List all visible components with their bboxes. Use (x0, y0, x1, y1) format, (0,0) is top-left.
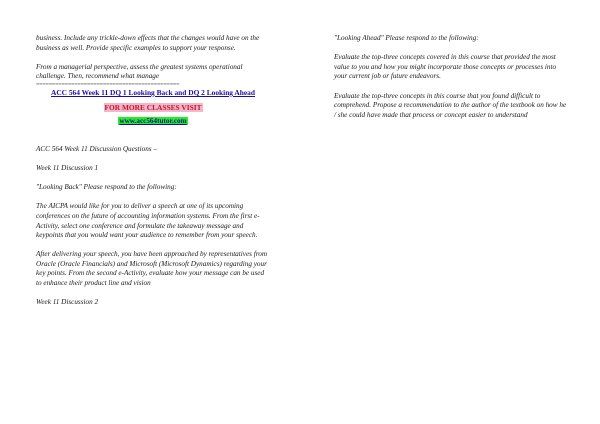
promo-text: FOR MORE CLASSES VISIT (104, 102, 202, 112)
after-speech-paragraph: After delivering your speech, you have been approached by representatives from Oracle (Oracle Financials) and Microsoft (Microsoft Dynamics) regarding your key points. From the second e-Activity, evaluate how your message can be used to enhance their product line and vision (36, 250, 268, 288)
difficult-paragraph: Evaluate the top-three concepts in this course that you found difficult to comprehend. Propose a recommendation to the author of the textbook on how he / she could have made that process or concept easier to understand (334, 91, 567, 119)
site-link[interactable]: www.acc564tutor.com (119, 117, 187, 126)
site-block (36, 117, 270, 127)
spacer (36, 127, 270, 145)
discussion-1-heading: Week 11 Discussion 1 (36, 163, 99, 172)
looking-ahead-prompt: "Looking Ahead" Please respond to the following: (334, 34, 479, 42)
discussion-2-heading: Week 11 Discussion 2 (36, 298, 99, 307)
looking-back-prompt: "Looking Back" Please respond to the following: (36, 183, 177, 192)
promo-block (36, 103, 270, 114)
aicpa-paragraph: The AICPA would like for you to deliver a speech at one of its upcoming conferences on the future of accounting information systems. From the first e-Activity, select one conference and formulate the takeaway message and keypoints that you would want your audience to remember from your speech. (36, 202, 260, 240)
left-column (36, 34, 270, 317)
separator-rule: ============================================= (36, 81, 180, 88)
section-heading: ACC 564 Week 11 Discussion Questions – (36, 144, 157, 153)
managerial-paragraph: From a managerial perspective, assess the greatest systems operational challenge. Then, recommend what manage (36, 62, 243, 81)
right-column (334, 34, 568, 130)
doc-title-link[interactable]: ACC 564 Week 11 DQ 1 Looking Back and DQ 2 Looking Ahead (51, 87, 255, 97)
most-value-paragraph: Evaluate the top-three concepts covered in this course that provided the most value to you and how you might incorporate those concepts or processes into your current job or future endeavors. (334, 53, 557, 81)
intro-paragraph: business. Include any trickle-down effects that the changes would have on the business as well. Provide specific examples to support your response. (36, 34, 260, 52)
doc-link-block (36, 88, 270, 99)
